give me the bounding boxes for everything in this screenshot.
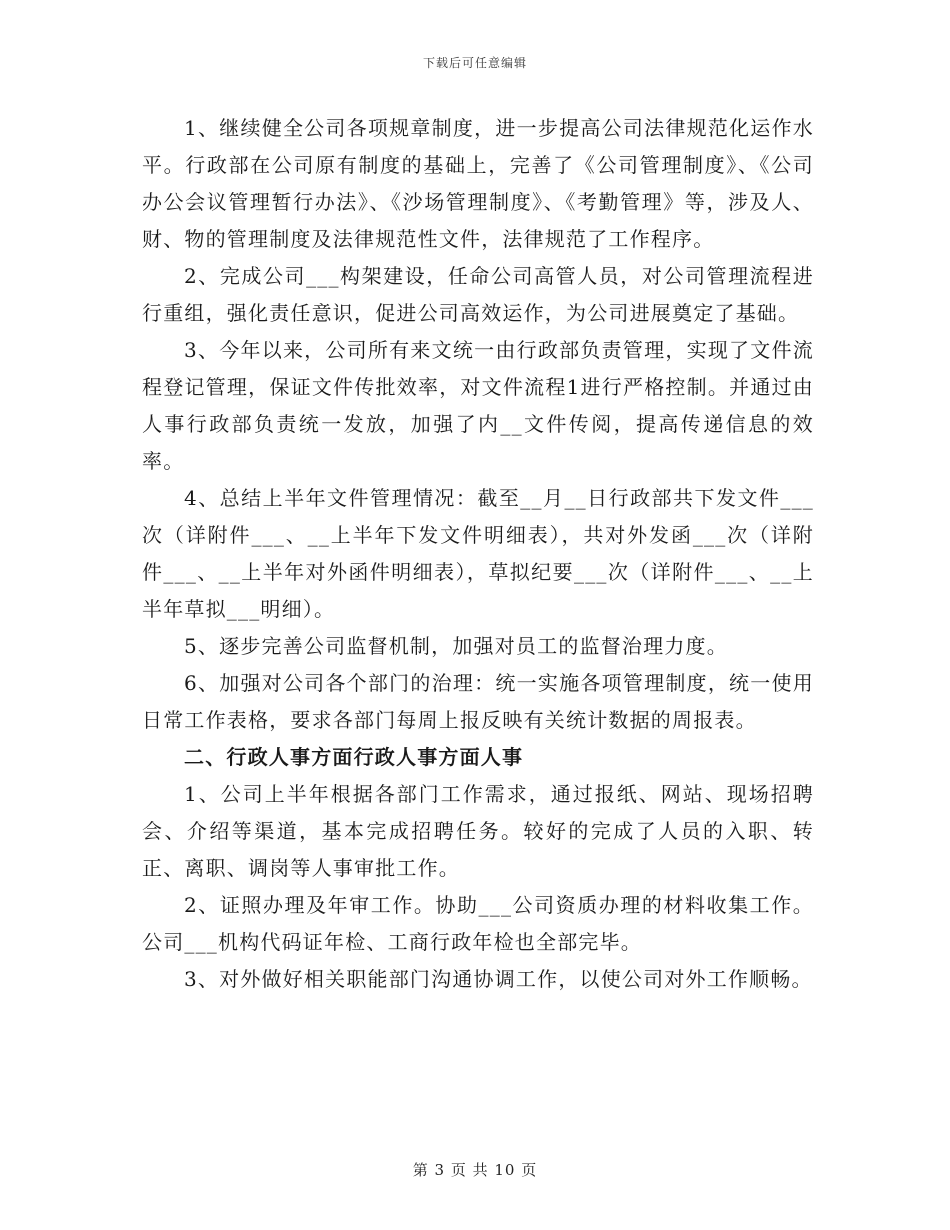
paragraph-item-2: 2、完成公司___构架建设，任命公司高管人员，对公司管理流程进行重组，强化责任意识，促进公司高效运作，为公司进展奠定了基础。 (142, 264, 814, 325)
page-number: 第 3 页 共 10 页 (412, 1161, 538, 1179)
paragraph-item-6: 6、加强对公司各个部门的治理：统一实施各项管理制度，统一使用日常工作表格，要求各部门每周上报反映有关统计数据的周报表。 (142, 671, 814, 732)
paragraph-item-5: 5、逐步完善公司监督机制，加强对员工的监督治理力度。 (184, 634, 728, 658)
hr-paragraph-item-2: 2、证照办理及年审工作。协助___公司资质办理的材料收集工作。公司___机构代码证年检、工商行政年检也全部完毕。 (142, 893, 814, 954)
paragraph-item-3: 3、今年以来，公司所有来文统一由行政部负责管理，实现了文件流程登记管理，保证文件传批效率，对文件流程1进行严格控制。并通过由人事行政部负责统一发放，加强了内__文件传阅，提高传递信息的效率。 (142, 338, 814, 473)
document-body (142, 110, 814, 998)
page-header: 下载后可任意编辑 (422, 56, 527, 70)
section-heading: 二、行政人事方面行政人事方面人事 (184, 745, 524, 769)
paragraph-item-1: 1、继续健全公司各项规章制度，进一步提高公司法律规范化运作水平。行政部在公司原有制度的基础上，完善了《公司管理制度》、《公司办公会议管理暂行办法》、《沙场管理制度》、《考勤管理》等，涉及人、财、物的管理制度及法律规范性文件，法律规范了工作程序。 (142, 116, 814, 251)
hr-paragraph-item-1: 1、公司上半年根据各部门工作需求，通过报纸、网站、现场招聘会、介绍等渠道，基本完成招聘任务。较好的完成了人员的入职、转正、离职、调岗等人事审批工作。 (142, 782, 814, 880)
paragraph-item-4: 4、总结上半年文件管理情况：截至__月__日行政部共下发文件___次（详附件___、__上半年下发文件明细表），共对外发函___次（详附件___、__上半年对外函件明细表），草拟纪要___次（详附件___、__上半年草拟___明细）。 (142, 486, 814, 621)
hr-paragraph-item-3: 3、对外做好相关职能部门沟通协调工作，以使公司对外工作顺畅。 (184, 967, 813, 991)
